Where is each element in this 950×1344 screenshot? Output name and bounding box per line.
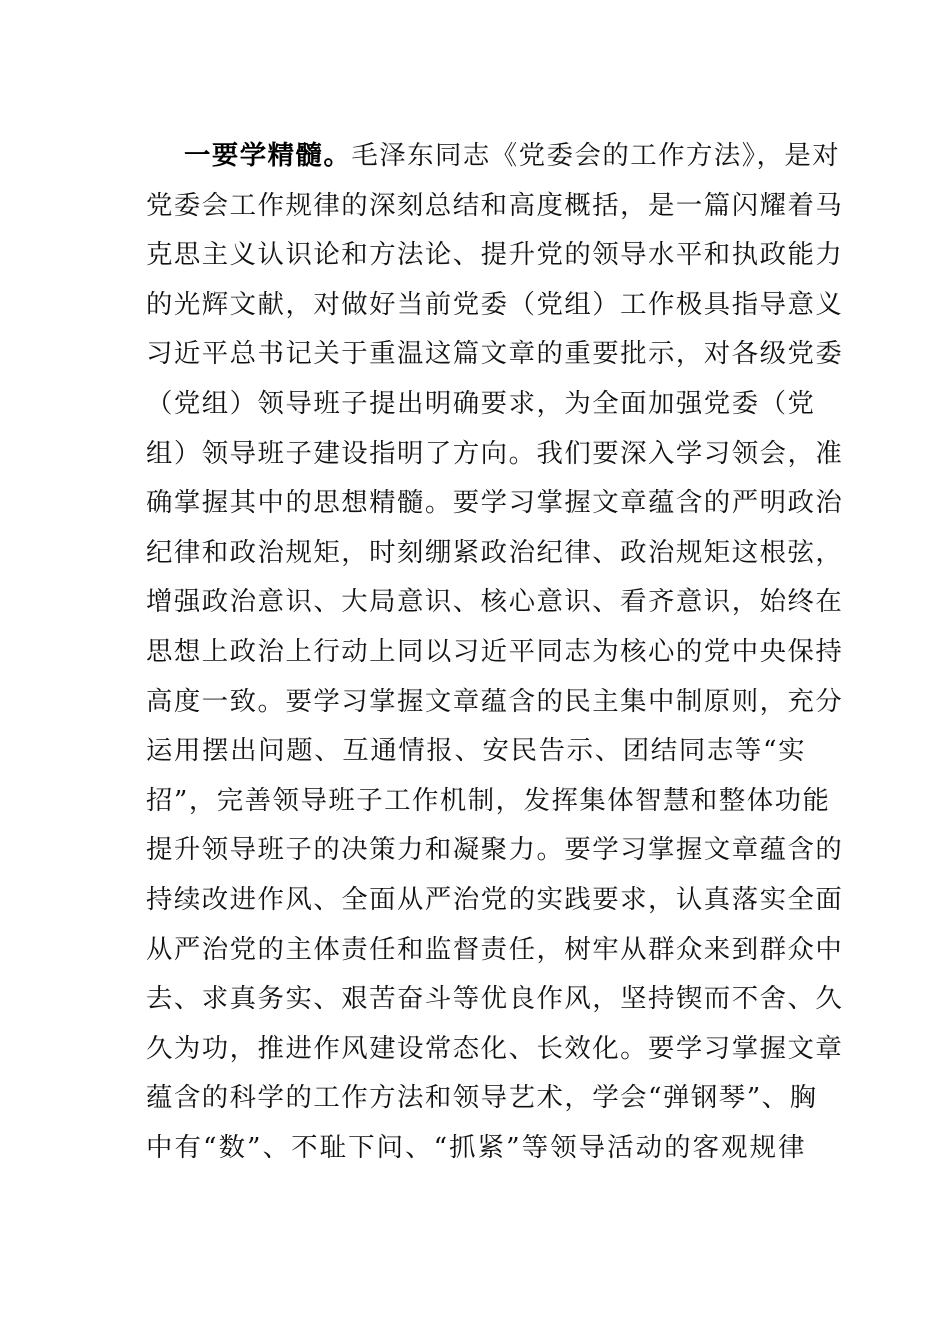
text-line: 组）领导班子建设指明了方向。我们要深入学习领会，准 <box>146 437 844 469</box>
body-paragraph <box>146 131 844 1172</box>
text-line: 的光辉文献，对做好当前党委（党组）工作极具指导意义 <box>146 288 844 320</box>
text-line: 去、求真务实、艰苦奋斗等优良作风，坚持锲而不舍、久 <box>146 983 844 1015</box>
text-line: 高度一致。要学习掌握文章蕴含的民主集中制原则，充分 <box>146 685 844 717</box>
text-line: 确掌握其中的思想精髓。要学习掌握文章蕴含的严明政治 <box>146 487 844 519</box>
text-line: 招”，完善领导班子工作机制，发挥集体智慧和整体功能 <box>146 784 831 816</box>
text-line: 运用摆出问题、互通情报、安民告示、团结同志等“实 <box>146 735 806 767</box>
text-line: 增强政治意识、大局意识、核心意识、看齐意识，始终在 <box>146 586 844 618</box>
text-line: 久为功，推进作风建设常态化、长效化。要学习掌握文章 <box>146 1032 844 1064</box>
text-line: 持续改进作风、全面从严治党的实践要求，认真落实全面 <box>146 883 844 915</box>
text-line: 中有“数”、不耻下问、“抓紧”等领导活动的客观规律 <box>146 1131 806 1163</box>
text-line: 蕴含的科学的工作方法和领导艺术，学会“弹钢琴”、胸 <box>146 1082 818 1114</box>
text-line: 提升领导班子的决策力和凝聚力。要学习掌握文章蕴含的 <box>146 834 844 866</box>
section-heading: 一要学精髓。 <box>184 140 352 171</box>
text-line: 习近平总书记关于重温这篇文章的重要批示，对各级党委 <box>146 338 844 370</box>
first-line-text: 毛泽东同志《党委会的工作方法》，是对 <box>351 140 841 171</box>
text-line: 克思主义认识论和方法论、提升党的领导水平和执政能力 <box>146 239 844 271</box>
text-line: 思想上政治上行动上同以习近平同志为核心的党中央保持 <box>146 635 844 667</box>
text-line: 党委会工作规律的深刻总结和高度概括，是一篇闪耀着马 <box>146 189 844 221</box>
text-line: 纪律和政治规矩，时刻绷紧政治纪律、政治规矩这根弦， <box>146 536 844 568</box>
text-line: （党组）领导班子提出明确要求，为全面加强党委（党 <box>146 387 816 419</box>
text-line: 从严治党的主体责任和监督责任，树牢从群众来到群众中 <box>146 933 844 965</box>
paragraph-first-line <box>146 131 841 181</box>
